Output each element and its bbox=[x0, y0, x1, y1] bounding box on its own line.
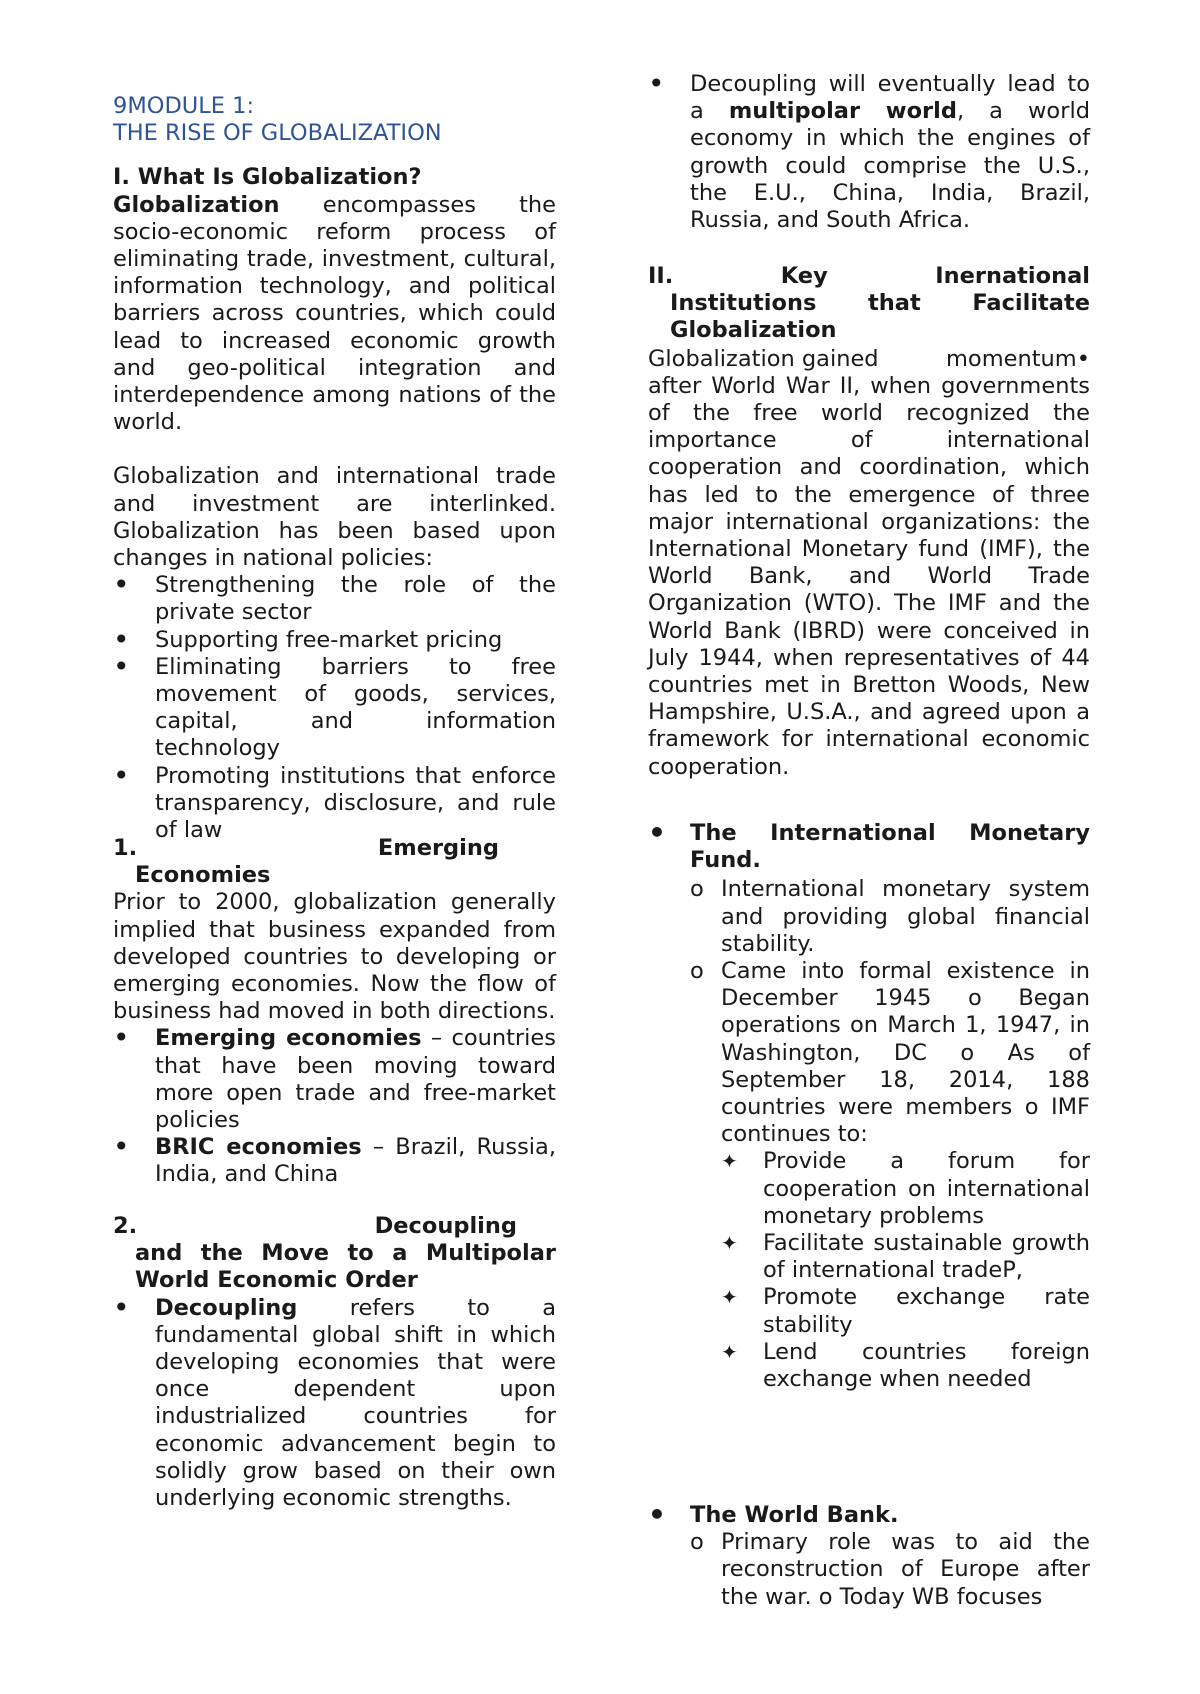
section-heading-institutions: II. Key Inernational bbox=[648, 263, 1090, 289]
globalization-definition: Globalization encompasses the socio-economic reform process of eliminating trade, investment, cultural, information technology, and political barriers across countries, which could lead to increased economic growth and geo-political integration and interdependence among nations of the world. bbox=[113, 191, 556, 436]
list-item: ✦ Lend countries foreign exchange when needed bbox=[721, 1339, 1090, 1393]
list-item: o Came into formal existence in December 1945 o Began operations on March 1, 1947, in Washington, DC o As of September 18, 2014, 188 countries were members o IMF continues to: bbox=[690, 958, 1090, 1148]
list-item: ✦ Facilitate sustainable growth of international tradeP, bbox=[721, 1230, 1090, 1284]
decoupling-continued-list bbox=[648, 71, 1090, 234]
imf-sub-list bbox=[721, 1148, 1090, 1393]
list-item: • Strengthening the role of the private sector bbox=[113, 572, 556, 626]
world-bank-section bbox=[648, 1502, 1090, 1529]
globalization-term: Globalization bbox=[113, 191, 280, 218]
world-bank-list bbox=[690, 1529, 1090, 1611]
imf-list bbox=[690, 876, 1090, 1148]
list-item: • Eliminating barriers to free movement of goods, services, capital, and information technology bbox=[113, 654, 556, 763]
list-item-bric: • BRIC economies – Brazil, Russia, India, and China bbox=[113, 1134, 556, 1188]
emerging-list bbox=[113, 1025, 556, 1188]
list-item: • Supporting free-market pricing bbox=[113, 627, 556, 654]
subsection-heading-emerging: 1. Emerging bbox=[113, 835, 499, 861]
list-item-decoupling: • Decoupling refers to a fundamental global shift in which developing economies that were once dependent upon industrialized countries for economic advancement begin to solidly grow based on their own underlying economic strengths. bbox=[113, 1295, 556, 1513]
world-bank-heading: • The World Bank. bbox=[648, 1502, 1090, 1529]
list-item-emerging: • Emerging economies – countries that have been moving toward more open trade and free-market policies bbox=[113, 1025, 556, 1134]
subsection-heading-emerging-cont: Economies bbox=[135, 862, 271, 889]
globalization-paragraph: Globalization and international trade and investment are interlinked. Globalization has been based upon changes in national policies: bbox=[113, 463, 556, 572]
institutions-lead-line: Globalization gained momentum• bbox=[648, 345, 1090, 372]
list-item: ✦ Provide a forum for cooperation on international monetary problems bbox=[721, 1148, 1090, 1230]
institutions-paragraph: after World War II, when governments of the free world recognized the importance of international cooperation and coordination, which has led to the emergence of three major international organizations: the International Monetary fund (IMF), the World Bank, and World Trade Organization (WTO). The IMF and the World Bank (IBRD) were conceived in July 1944, when representatives of 44 countries met in Bretton Woods, New Hampshire, U.S.A., and agreed upon a framework for international economic cooperation. bbox=[648, 372, 1090, 780]
imf-heading: • The International Monetary Fund. bbox=[648, 820, 1090, 874]
subsection-heading-decoupling-cont: and the Move to a Multipolar World Economic Order bbox=[135, 1240, 556, 1294]
list-item-multipolar: • Decoupling will eventually lead to a multipolar world, a world economy in which the engines of growth could comprise the U.S., the E.U., China, India, Brazil, Russia, and South Africa. bbox=[648, 71, 1090, 234]
decoupling-list bbox=[113, 1295, 556, 1513]
imf-section bbox=[648, 820, 1090, 874]
policy-list bbox=[113, 572, 556, 844]
list-item: o International monetary system and providing global financial stability. bbox=[690, 876, 1090, 958]
list-item: • Promoting institutions that enforce transparency, disclosure, and rule of law bbox=[113, 763, 556, 845]
module-title: THE RISE OF GLOBALIZATION bbox=[113, 120, 442, 147]
module-number: 9MODULE 1: bbox=[113, 93, 255, 119]
list-item: ✦ Promote exchange rate stability bbox=[721, 1284, 1090, 1338]
section-heading-institutions-cont: Institutions that Facilitate Globalization bbox=[670, 290, 1090, 344]
emerging-paragraph: Prior to 2000, globalization generally implied that business expanded from developed countries to developing or emerging economies. Now the flow of business had moved in both directions. bbox=[113, 889, 556, 1025]
list-item: o Primary role was to aid the reconstruction of Europe after the war. o Today WB focuses bbox=[690, 1529, 1090, 1611]
section-heading-globalization: I. What Is Globalization? bbox=[113, 164, 422, 191]
subsection-heading-decoupling: 2. Decoupling bbox=[113, 1213, 517, 1239]
